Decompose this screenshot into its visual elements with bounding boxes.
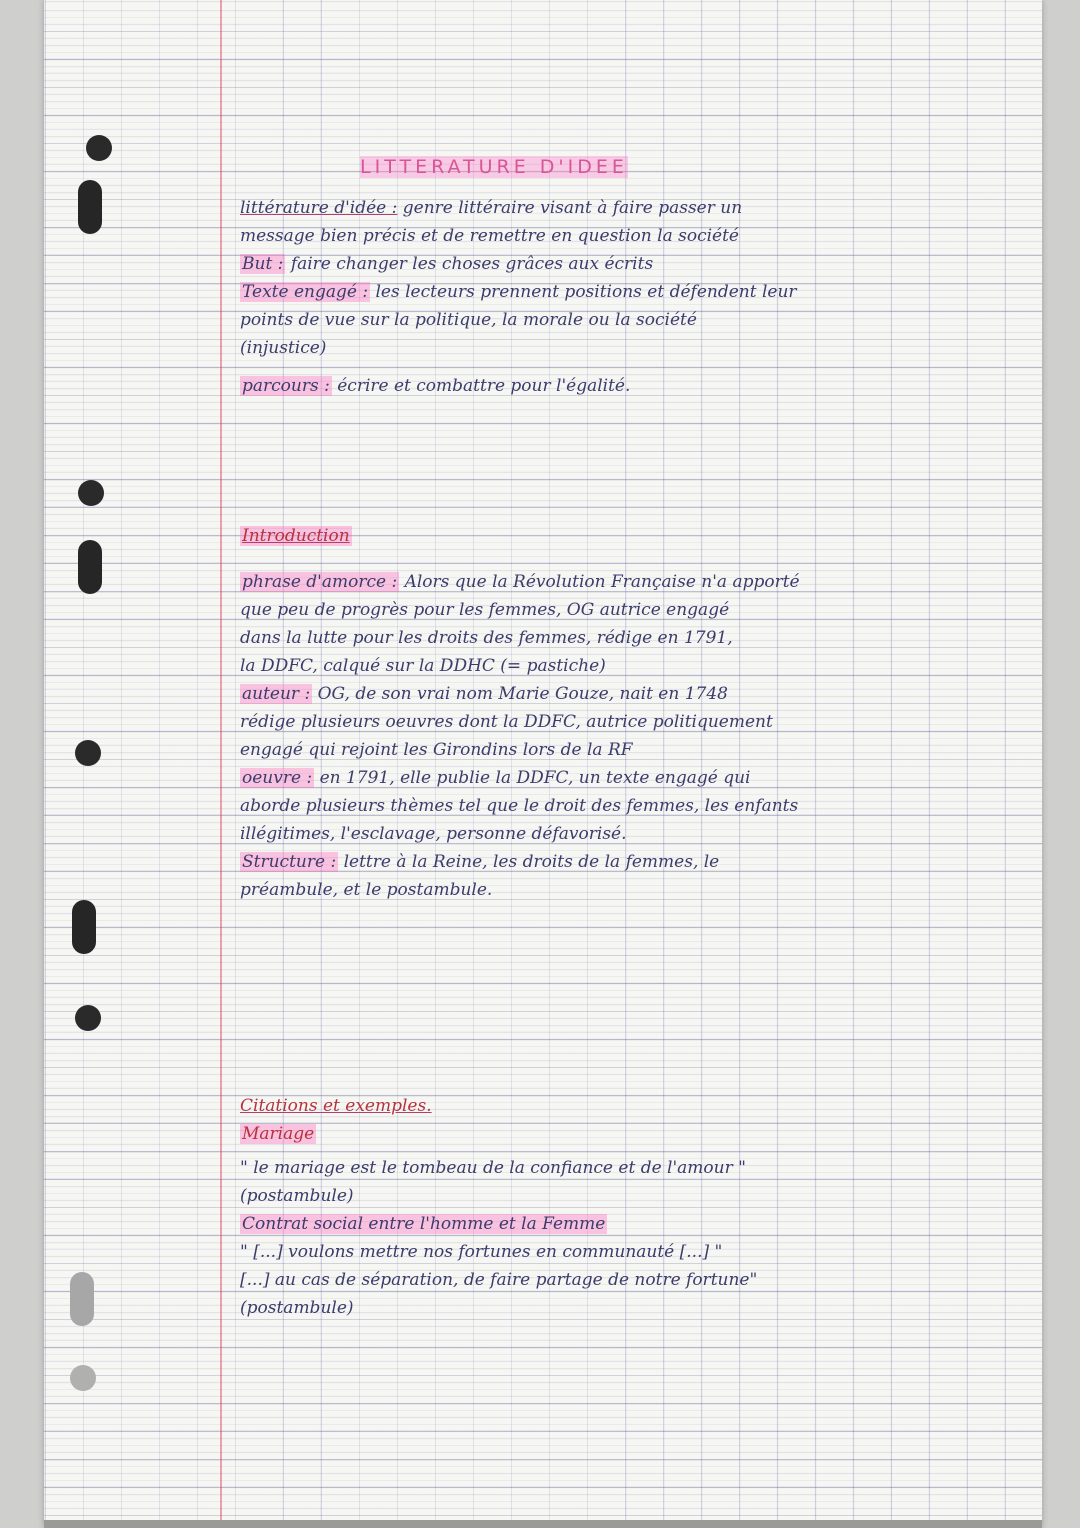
note-line: parcours : écrire et combattre pour l'égalité. <box>242 376 631 396</box>
quote-line: [...] au cas de séparation, de faire partage de notre fortune" <box>240 1270 758 1290</box>
binder-hole-icon <box>86 135 112 161</box>
binder-hole-icon <box>75 1005 101 1031</box>
subsection-heading: Mariage <box>242 1124 315 1144</box>
note-line: auteur : OG, de son vrai nom Marie Gouze, nait en 1748 <box>242 684 728 704</box>
quote-line: " [...] voulons mettre nos fortunes en communauté [...] " <box>240 1242 723 1262</box>
binder-slot-icon <box>78 180 102 234</box>
note-line: illégitimes, l'esclavage, personne défavorisé. <box>240 824 627 844</box>
note-line: phrase d'amorce : Alors que la Révolution Française n'a apporté <box>242 572 800 592</box>
note-line: oeuvre : en 1791, elle publie la DDFC, un texte engagé qui <box>242 768 751 788</box>
note-line: (injustice) <box>240 338 327 358</box>
quote-line: (postambule) <box>240 1186 354 1206</box>
note-line: points de vue sur la politique, la morale ou la société <box>240 310 697 330</box>
binder-slot-icon <box>72 900 96 954</box>
binder-hole-icon <box>75 740 101 766</box>
note-line: dans la lutte pour les droits des femmes, rédige en 1791, <box>240 628 733 648</box>
note-line: engagé qui rejoint les Girondins lors de la RF <box>240 740 633 760</box>
note-line: But : faire changer les choses grâces aux écrits <box>242 254 654 274</box>
citations-section <box>240 1092 1010 1322</box>
page-bottom-edge <box>44 1520 1042 1528</box>
quote-line: " le mariage est le tombeau de la confiance et de l'amour " <box>240 1158 746 1178</box>
binder-hole-icon <box>78 480 104 506</box>
section-heading: Citations et exemples. <box>240 1096 432 1116</box>
note-line: préambule, et le postambule. <box>240 880 493 900</box>
quote-line: Contrat social entre l'homme et la Femme <box>242 1214 606 1234</box>
quote-line: (postambule) <box>240 1298 354 1318</box>
note-line: la DDFC, calqué sur la DDHC (= pastiche) <box>240 656 606 676</box>
note-line: message bien précis et de remettre en question la société <box>240 226 739 246</box>
binder-slot-icon <box>70 1272 94 1326</box>
note-line: que peu de progrès pour les femmes, OG autrice engagé <box>240 600 730 620</box>
note-line: rédige plusieurs oeuvres dont la DDFC, autrice politiquement <box>240 712 773 732</box>
definition-block <box>240 194 1010 400</box>
binder-slot-icon <box>78 540 102 594</box>
note-line: aborde plusieurs thèmes tel que le droit des femmes, les enfants <box>240 796 799 816</box>
binder-hole-icon <box>70 1365 96 1391</box>
note-line: Texte engagé : les lecteurs prennent positions et défendent leur <box>242 282 797 302</box>
introduction-section <box>240 522 1010 904</box>
section-heading: Introduction <box>242 526 350 546</box>
page-title: LITTERATURE D'IDEE <box>360 156 628 178</box>
margin-line <box>220 0 222 1528</box>
note-line: Structure : lettre à la Reine, les droits de la femmes, le <box>242 852 720 872</box>
note-line: littérature d'idée : genre littéraire visant à faire passer un <box>240 198 743 218</box>
